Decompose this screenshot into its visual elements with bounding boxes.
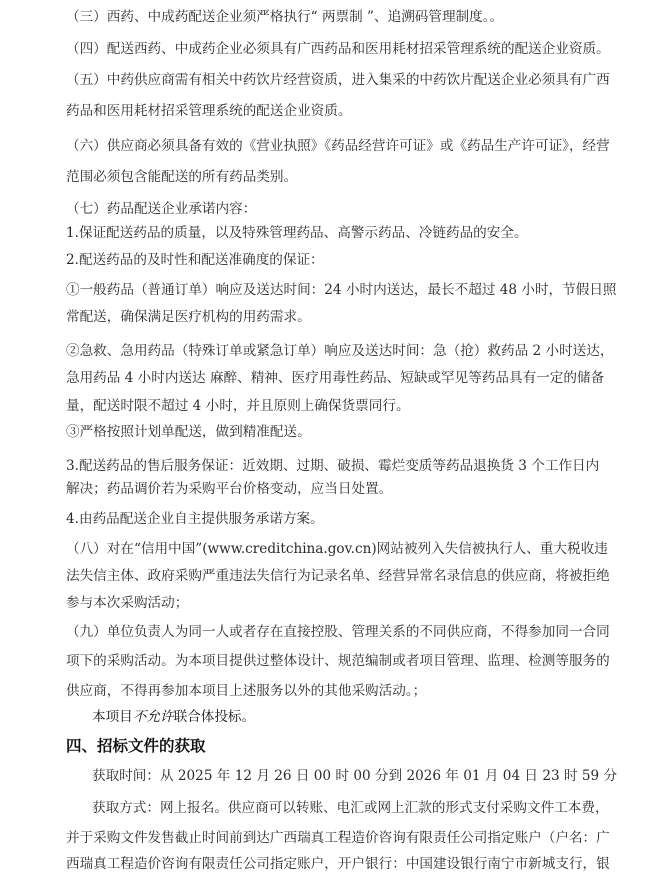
acquisition-method: 获取方式：网上报名。供应商可以转账、电汇或网上汇款的形式支付采购文件工本费， [92,800,609,816]
paragraph-line: 西瑞真工程造价咨询有限责任公司指定账户，开户银行：中国建设银行南宁市新城支行，银 [66,856,610,872]
section-heading: 四、招标文件的获取 [66,737,206,755]
paragraph-line: 2.配送药品的及时性和配送准确度的保证： [66,252,324,268]
paragraph-line: 1.保证配送药品的质量，以及特殊管理药品、高警示药品、冷链药品的安全。 [66,225,528,241]
consortium-post: 联合体投标。 [173,709,256,725]
paragraph-line: 药品和医用耗材招采管理系统的配送企业资质。 [66,103,352,119]
paragraph-line: 急用药品 4 小时内送达 麻醉、精神、医疗用毒性药品、短缺或罕见等药品具有一定的储备 [66,370,605,386]
paragraph-line: 并于采购文件发售截止时间前到达广西瑞真工程造价咨询有限责任公司指定账户（户名：广 [66,830,610,846]
paragraph-line: （四）配送西药、中成药企业必须具有广西药品和医用耗材招采管理系统的配送企业资质。 [66,41,610,57]
paragraph-line: （五）中药供应商需有相关中药饮片经营资质，进入集采的中药饮片配送企业必须具有广西 [66,72,610,88]
paragraph-line: 供应商，不得再参加本项目上述服务以外的其他采购活动。； [66,683,427,699]
paragraph-line: 3.配送药品的售后服务保证：近效期、过期、破损、霉烂变质等药品退换货 3 个工作日内 [66,458,600,474]
paragraph-line: 范围必须包含能配送的所有药品类别。 [66,169,298,185]
consortium-emphasis: 不允许 [132,709,174,725]
consortium-pre: 本项目 [92,709,133,725]
paragraph-line: 4.由药品配送企业自主提供服务承诺方案。 [66,511,324,527]
paragraph-line: 常配送，确保满足医疗机构的用药需求。 [66,309,311,325]
paragraph-line: 解决；药品调价若为采购平台价格变动，应当日处置。 [66,481,393,497]
paragraph-line: ③严格按照计划单配送，做到精准配送。 [66,424,311,440]
paragraph-line: 项下的采购活动。为本项目提供过整体设计、规范编制或者项目管理、监理、检测等服务的 [66,653,610,669]
paragraph-line: ①一般药品（普通订单）响应及送达时间：24 小时内送达，最长不超过 48 小时，节假日照 [66,282,617,298]
paragraph-line: （六）供应商必须具备有效的《营业执照》《药品经营许可证》或《药品生产许可证》，经营 [66,138,610,154]
paragraph-line: （七）药品配送企业承诺内容： [66,201,257,217]
consortium-statement [92,708,255,726]
paragraph-line: 量，配送时限不超过 4 小时，并且原则上确保货票同行。 [66,398,410,414]
paragraph-line: ②急救、急用药品（特殊订单或紧急订单）响应及送达时间：急（抢）救药品 2 小时送达， [66,343,614,359]
paragraph-line: 参与本次采购活动； [66,595,189,611]
paragraph-line: 法失信主体、政府采购严重违法失信行为记录名单、经营异常名录信息的供应商，将被拒绝 [66,568,610,584]
paragraph-line: （八）对在“信用中国”(www.creditchina.gov.cn)网站被列入失信被执行人、重大税收违 [66,541,608,557]
paragraph-line: （三）西药、中成药配送企业须严格执行“ 两票制 ”、追溯码管理制度。。 [66,9,504,25]
paragraph-line: （九）单位负责人为同一人或者存在直接控股、管理关系的不同供应商，不得参加同一合同 [66,624,610,640]
acquisition-time: 获取时间：从 2025 年 12 月 26 日 00 时 00 分到 2026 年 01 月 04 日 23 时 59 分 [92,768,618,784]
